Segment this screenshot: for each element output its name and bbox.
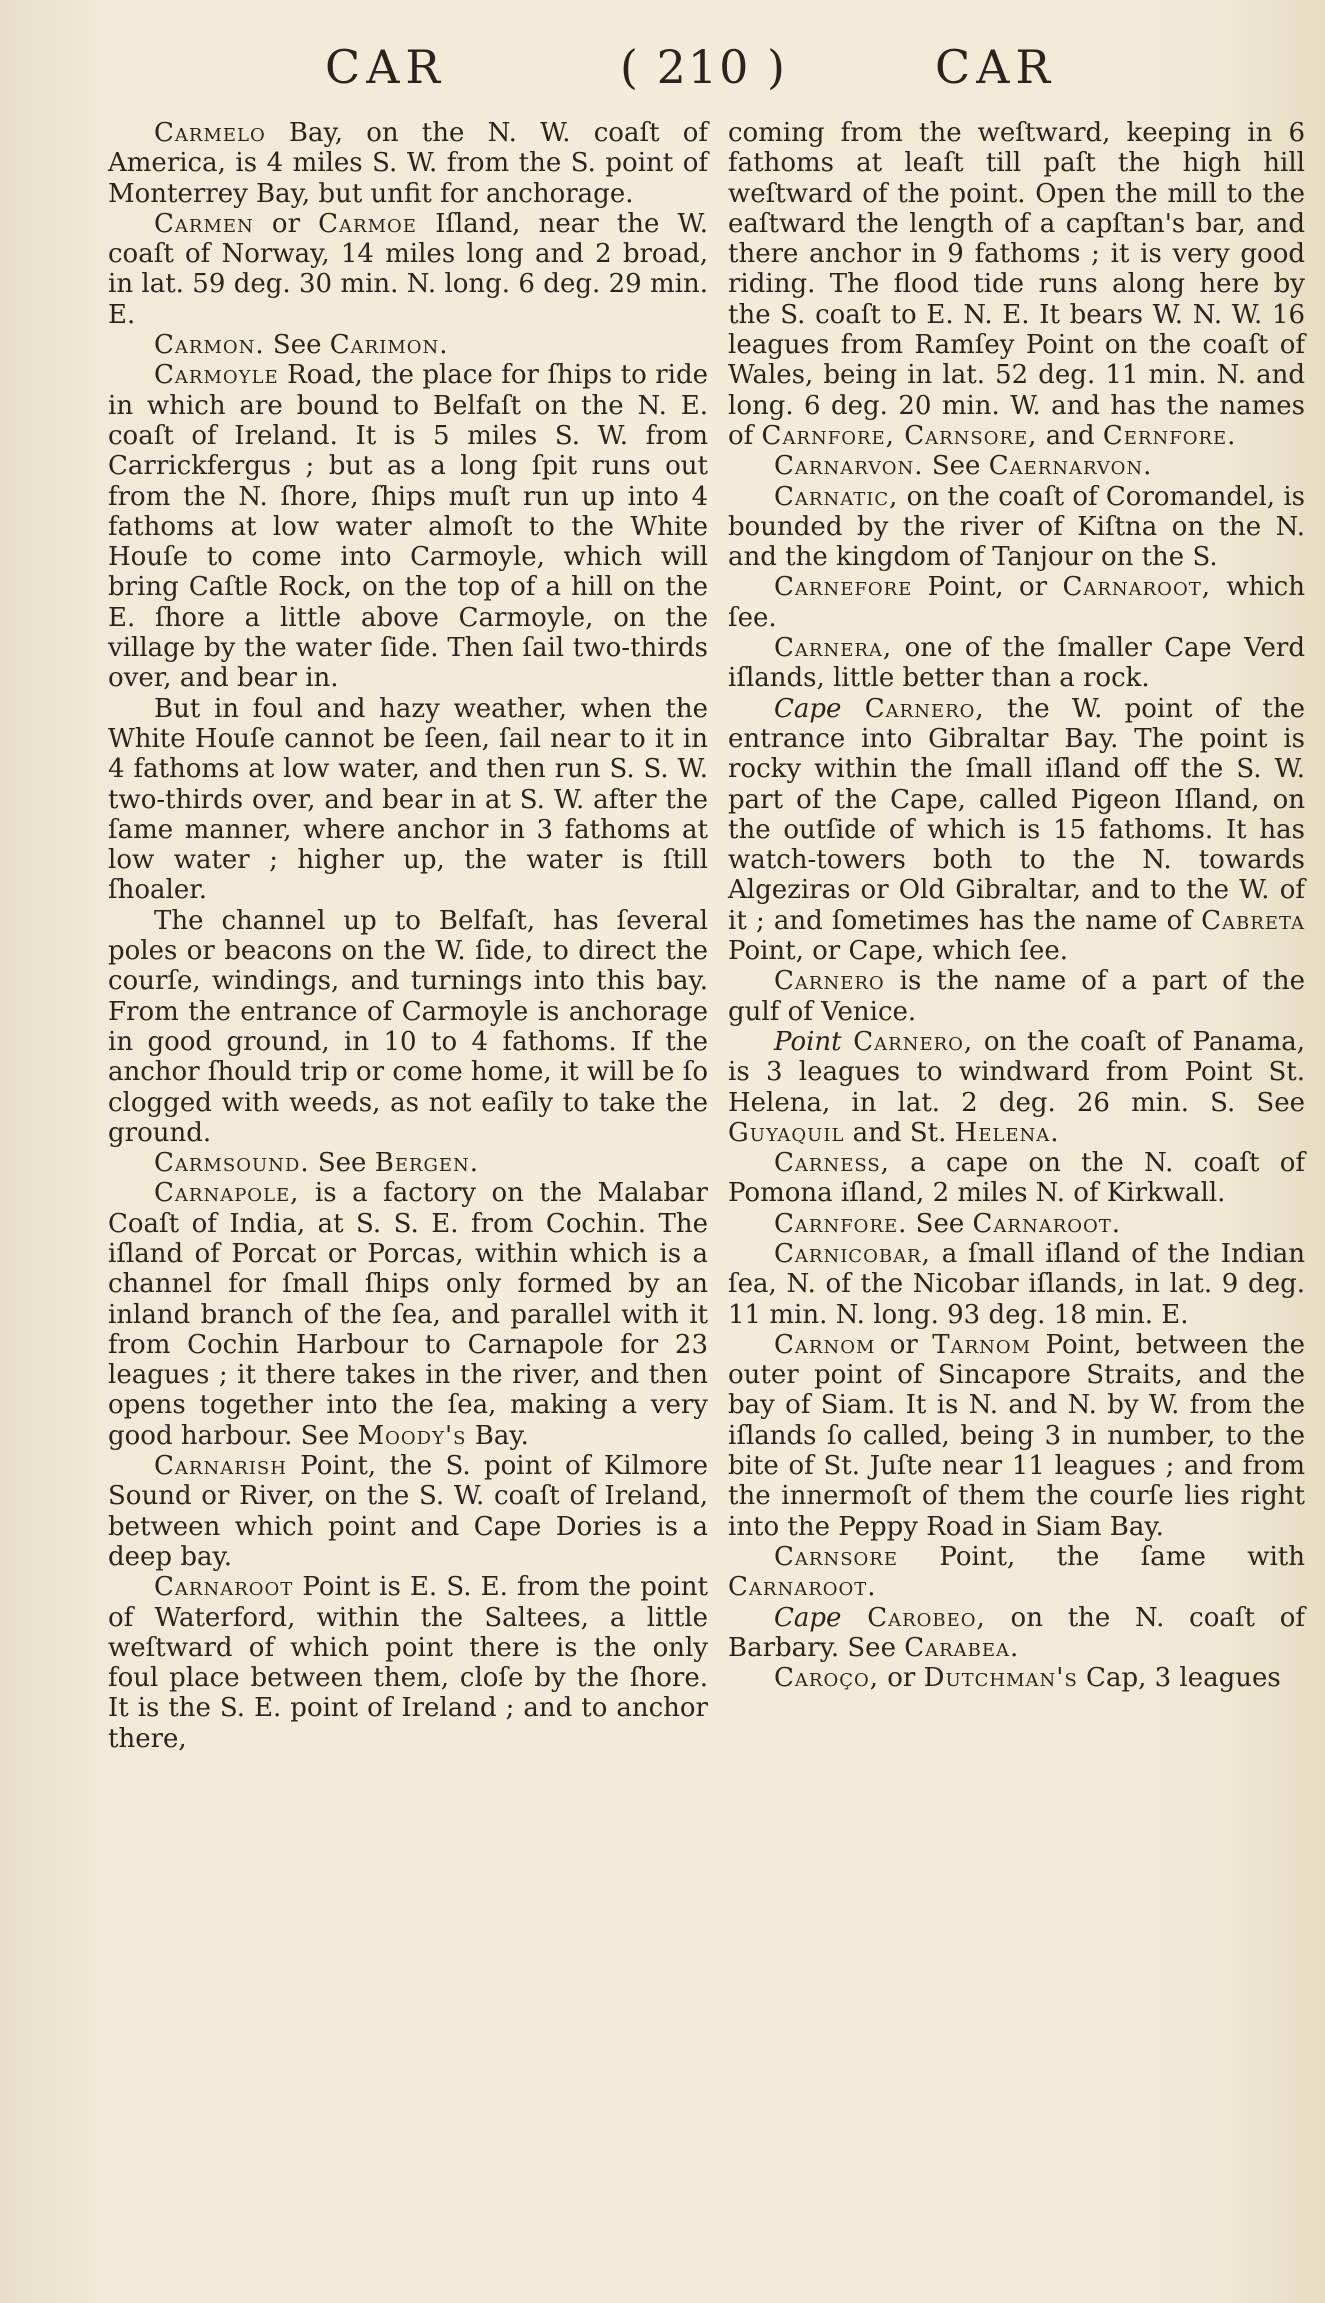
entry-text: on the coaſt of Coromandel, is bounded by the river of Kiſtna on the N. and the kingdom of Tanjour on the S. <box>728 481 1305 573</box>
page-number: ( 210 ) <box>620 40 787 94</box>
header-left-running-head: CAR <box>325 40 447 94</box>
entry-text: See <box>264 330 330 361</box>
gazetteer-entry <box>728 966 1305 1027</box>
entry-headword: Carnicobar, <box>774 1238 931 1269</box>
entry-headword: Caernarvon. <box>988 451 1153 482</box>
entry-text: Point, or Cape, which ſee. <box>728 936 1068 967</box>
entry-headword: Carnsore <box>774 1541 898 1572</box>
entry-text: is a factory on the Malabar Coaſt of India, at S. S. E. from Cochin. The iſland of Porcat or Porcas, within which is a channel for ſmall ſhips only formed by an inland branch of the ſea, and parallel with it from Cochin Harbour to Carnapole for 23 leagues ; it there takes in the river, and then opens together into the ſea, making a very good harbour. See <box>108 1178 708 1451</box>
gazetteer-entry <box>728 1330 1305 1542</box>
gazetteer-entry <box>728 633 1305 694</box>
entry-text: See <box>907 1208 973 1239</box>
entry-text: a cape on the N. coaſt of Pomona iſland, 2 miles N. of Kirkwall. <box>728 1148 1305 1209</box>
gazetteer-entry <box>728 1148 1305 1209</box>
gazetteer-entry <box>728 1542 1305 1603</box>
gazetteer-entry <box>728 1027 1305 1148</box>
entry-text: Point is E. S. E. from the point of Waterford, within the Saltees, a little weſtward of which point there is the only foul place between them, cloſe by the ſhore. It is the S. E. point of Ireland ; and to anchor there, <box>108 1572 708 1754</box>
entry-headword: Carnom <box>774 1329 876 1360</box>
entry-headword: Carnero <box>774 966 885 997</box>
entry-headword: Caroço, <box>774 1663 879 1694</box>
entry-text: Bay. <box>466 1420 529 1451</box>
entry-headword: Carness, <box>774 1148 890 1179</box>
entry-headword: Carobeo, <box>841 1602 986 1633</box>
page-header <box>0 40 1325 100</box>
entry-text: Bay, on the N. W. coaſt of America, is 4 miles S. W. from the S. point of Monterrey Bay, but unfit for anchorage. <box>108 118 708 209</box>
gazetteer-entry <box>108 1451 708 1572</box>
gazetteer-entry <box>728 451 1305 481</box>
entry-text: Cap, 3 leagues <box>1077 1663 1281 1694</box>
gazetteer-entry <box>728 1209 1305 1239</box>
entry-headword: Carnfore, Carnsore, <box>761 420 1038 451</box>
entry-headword: Guyaquil <box>728 1117 845 1148</box>
gazetteer-entry <box>728 482 1305 573</box>
entry-headword: Carnatic, <box>774 481 899 512</box>
right-column <box>728 118 1305 1693</box>
entry-headword: Bergen. <box>374 1148 480 1179</box>
entry-headword: Carnaroot <box>154 1572 294 1603</box>
gazetteer-entry <box>108 360 708 693</box>
entry-headword: Carnaroot, <box>1062 572 1211 603</box>
entry-headword: Carmen <box>154 208 254 239</box>
entry-text: Road, the place for ſhips to ride in which are bound to Belfaſt on the N. E. coaſt of Ireland. It is 5 miles S. W. from Carrickfergus ; but as a long ſpit runs out from the N. ſhore, ſhips muſt run up into 4 fathoms at low water almoſt to the White Houſe to come into Carmoyle, which will bring Caſtle Rock, on the top of a hill on the E. ſhore a little above Carmoyle, on the village by the water ſide. Then ſail two-thirds over, and bear in. <box>108 360 708 694</box>
entry-text: coming from the weſtward, keeping in 6 fathoms at leaſt till paſt the high hill weſtward of the point. Open the mill to the eaſtward the length of a capſtan's bar, and there anchor in 9 fathoms ; it is very good riding. The flood tide runs along here by the S. coaſt to E. N. E. It bears W. N. W. 16 leagues from Ramſey Point on the coaſt of Wales, being in lat. 52 deg. 11 min. N. and long. 6 deg. 20 min. W. and has the names of <box>728 118 1305 451</box>
entry-headword: Cabreta <box>1201 905 1305 936</box>
entry-headword: Dutchman's <box>923 1663 1078 1694</box>
left-column <box>108 118 708 1754</box>
entry-text: one of the ſmaller Cape Verd iſlands, little better than a rock. <box>728 633 1305 694</box>
entry-headword: Carnero, <box>841 693 985 724</box>
entry-qualifier: Point <box>774 1026 842 1057</box>
entry-text: the W. point of the entrance into Gibraltar Bay. The point is rocky within the ſmall iſland off the S. W. part of the Cape, called Pigeon Iſland, on the outſide of which is 15 fathoms. It has watch-towers both to the N. towards Algeziras or Old Gibraltar, and to the W. of it ; and ſometimes has the name of <box>728 693 1305 936</box>
entry-text: Point, or <box>912 572 1063 603</box>
gazetteer-entry <box>108 1572 708 1754</box>
entry-headword: Carabea. <box>904 1632 1020 1663</box>
entry-text: Point, between the outer point of Sincapore Straits, and the bay of Siam. It is N. and N. by W. from the iſlands ſo called, being 3 in number, to the bite of St. Juſte near 11 leagues ; and from the innermoſt of them the courſe lies right into the Peppy Road in Siam Bay. <box>728 1329 1305 1542</box>
entry-text: is the name of a part of the gulf of Venice. <box>728 966 1305 1027</box>
entry-text: and St. <box>844 1117 955 1148</box>
gazetteer-entry <box>728 1663 1305 1693</box>
entry-headword: Tarnom <box>932 1329 1032 1360</box>
entry-headword: Carnera, <box>774 633 893 664</box>
entry-qualifier: Cape <box>774 693 842 724</box>
entry-qualifier: Cape <box>774 1602 842 1633</box>
entry-text: But in foul and hazy weather, when the White Houſe cannot be ſeen, ſail near to it in 4 fathoms at low water, and then run S. S. W. two-thirds over, and bear in at S. W. after the ſame manner, where anchor in 3 fathoms at low water ; higher up, the water is ſtill ſhoaler. <box>108 693 708 906</box>
gazetteer-entry <box>108 906 708 1148</box>
entry-text: on the N. coaſt of Barbary. See <box>728 1602 1306 1663</box>
gazetteer-entry <box>728 694 1305 967</box>
entry-headword: Carnaroot. <box>728 1572 877 1603</box>
entry-text: and <box>1037 420 1103 451</box>
gazetteer-entry <box>108 694 708 906</box>
entry-headword: Carimon. <box>329 330 449 361</box>
gazetteer-entry <box>728 1239 1305 1330</box>
entry-headword: Helena. <box>954 1117 1060 1148</box>
entry-headword: Carnaroot. <box>972 1208 1122 1239</box>
entry-text: See <box>309 1148 375 1179</box>
entry-headword: Carmoe <box>318 208 417 239</box>
gazetteer-entry <box>108 1148 708 1178</box>
entry-text: See <box>923 451 989 482</box>
entry-headword: Carnefore <box>774 572 913 603</box>
gazetteer-entry <box>108 1178 708 1451</box>
gazetteer-entry <box>108 330 708 360</box>
header-right-running-head: CAR <box>935 40 1057 94</box>
entry-headword: Cernfore. <box>1102 420 1237 451</box>
entry-headword: Carnero, <box>841 1026 974 1057</box>
entry-text: Point, the S. point of Kilmore Sound or River, on the S. W. coaſt of Ireland, between which point and Cape Dories is a deep bay. <box>108 1451 708 1572</box>
entry-headword: Carnapole, <box>154 1178 300 1209</box>
entry-text: a ſmall iſland of the Indian ſea, N. of the Nicobar iſlands, in lat. 9 deg. 11 min. N. long. 93 deg. 18 min. E. <box>728 1238 1305 1330</box>
entry-headword: Carnfore. <box>774 1208 908 1239</box>
gazetteer-entry <box>728 1603 1305 1664</box>
entry-text: or <box>879 1663 924 1694</box>
entry-text: which ſee. <box>728 572 1305 633</box>
entry-text: The channel up to Belfaſt, has ſeveral poles or beacons on the W. ſide, to direct the courſe, windings, and turnings into this bay. From the entrance of Carmoyle is anchorage in good ground, in 10 to 4 fathoms. If the anchor ſhould trip or come home, it will be ſo clogged with weeds, as not eaſily to take the ground. <box>108 905 708 1148</box>
entry-text: on the coaſt of Panama, is 3 leagues to windward from Point St. Helena, in lat. 2 deg. 26 min. S. See <box>728 1026 1305 1118</box>
entry-text: Iſland, near the W. coaſt of Norway, 14 miles long and 2 broad, in lat. 59 deg. 30 min. N. long. 6 deg. 29 min. E. <box>108 208 708 330</box>
entry-headword: Carnarvon. <box>774 451 924 482</box>
entry-text: Point, the ſame with <box>897 1541 1305 1572</box>
gazetteer-entry <box>108 209 708 330</box>
entry-text: or <box>253 208 319 239</box>
entry-text: or <box>875 1329 933 1360</box>
gazetteer-entry <box>728 118 1305 451</box>
entry-headword: Moody's <box>357 1420 467 1451</box>
entry-headword: Carmoyle <box>154 360 279 391</box>
entry-headword: Carmelo <box>154 118 266 148</box>
entry-headword: Carmsound. <box>154 1148 310 1179</box>
gazetteer-entry <box>728 572 1305 633</box>
entry-headword: Carnarish <box>154 1451 287 1482</box>
entry-headword: Carmon. <box>154 330 265 361</box>
gazetteer-entry <box>108 118 708 209</box>
